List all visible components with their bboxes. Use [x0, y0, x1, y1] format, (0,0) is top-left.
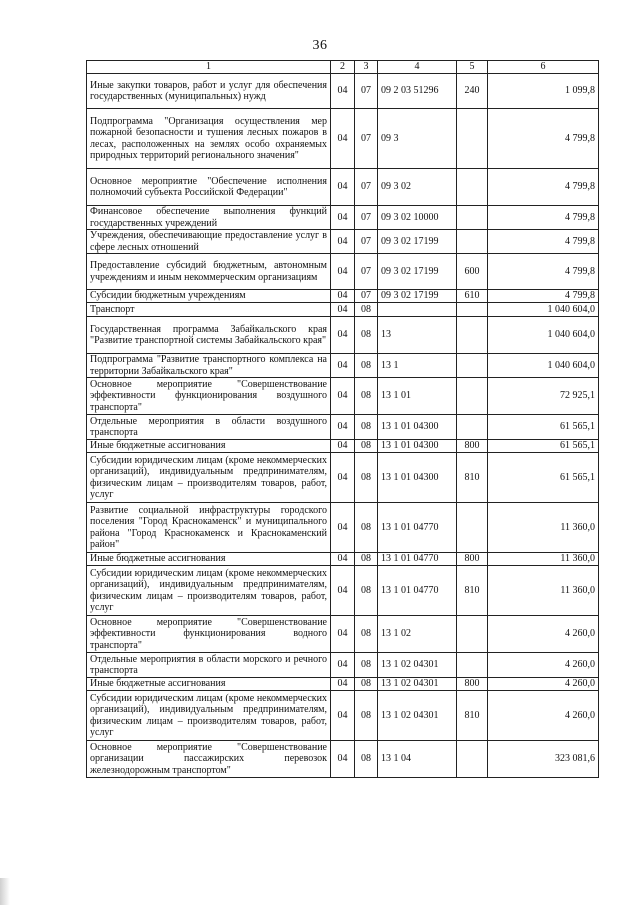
row-name: Основное мероприятие "Совершенствование организации пассажирских перевозок железнодорожным транспортом" [87, 741, 331, 778]
table-row [87, 378, 599, 415]
row-target-code: 13 1 02 04301 [378, 653, 457, 678]
row-amount: 11 360,0 [488, 553, 599, 566]
row-name: Иные закупки товаров, работ и услуг для обеспечения государственных (муниципальных) нужд [87, 74, 331, 109]
row-amount: 4 799,8 [488, 290, 599, 303]
row-name: Основное мероприятие "Совершенствование эффективности функционирования водного транспорта" [87, 616, 331, 653]
row-amount: 4 799,8 [488, 206, 599, 230]
row-expense-type: 240 [457, 74, 488, 109]
row-expense-type [457, 653, 488, 678]
row-name: Субсидии юридическим лицам (кроме некоммерческих организаций), индивидуальным предпринимателям, физическим лицам – производителям товаров, работ, услуг [87, 453, 331, 503]
row-amount: 4 260,0 [488, 616, 599, 653]
table-row [87, 206, 599, 230]
row-name: Учреждения, обеспечивающие предоставление услуг в сфере лесных отношений [87, 230, 331, 254]
row-name: Подпрограмма "Организация осуществления мер пожарной безопасности и тушения лесных пожаров в лесах, расположенных на землях особо охраняемых природных территорий регионального значения" [87, 109, 331, 169]
row-subsection: 08 [355, 691, 378, 741]
row-name: Подпрограмма "Развитие транспортного комплекса на территории Забайкальского края" [87, 354, 331, 378]
row-amount: 1 040 604,0 [488, 354, 599, 378]
row-subsection: 08 [355, 566, 378, 616]
row-target-code: 09 2 03 51296 [378, 74, 457, 109]
row-expense-type [457, 169, 488, 206]
row-section: 04 [331, 169, 355, 206]
row-target-code: 13 1 02 [378, 616, 457, 653]
row-expense-type: 810 [457, 453, 488, 503]
row-section: 04 [331, 566, 355, 616]
row-section: 04 [331, 415, 355, 440]
row-expense-type [457, 206, 488, 230]
row-amount: 61 565,1 [488, 453, 599, 503]
row-subsection: 08 [355, 653, 378, 678]
row-expense-type [457, 354, 488, 378]
row-target-code [378, 303, 457, 317]
row-subsection: 07 [355, 254, 378, 290]
row-target-code: 13 1 [378, 354, 457, 378]
row-target-code: 13 1 01 04770 [378, 503, 457, 553]
row-target-code: 13 1 01 04770 [378, 566, 457, 616]
row-target-code: 09 3 02 17199 [378, 290, 457, 303]
row-target-code: 13 1 01 [378, 378, 457, 415]
table-row [87, 741, 599, 778]
row-name: Развитие социальной инфраструктуры городского поселения "Город Краснокаменск" и муниципального района "Город Краснокаменск и Краснокаменский район" [87, 503, 331, 553]
table-row [87, 290, 599, 303]
row-name: Отдельные мероприятия в области воздушного транспорта [87, 415, 331, 440]
row-section: 04 [331, 290, 355, 303]
table-row [87, 616, 599, 653]
row-amount: 1 040 604,0 [488, 303, 599, 317]
row-subsection: 07 [355, 230, 378, 254]
row-name: Иные бюджетные ассигнования [87, 440, 331, 453]
table-row [87, 254, 599, 290]
table-row [87, 354, 599, 378]
row-amount: 4 799,8 [488, 230, 599, 254]
row-expense-type [457, 415, 488, 440]
row-target-code: 13 1 01 04300 [378, 440, 457, 453]
row-subsection: 08 [355, 616, 378, 653]
row-subsection: 07 [355, 169, 378, 206]
table-row [87, 440, 599, 453]
row-name: Отдельные мероприятия в области морского и речного транспорта [87, 653, 331, 678]
header-col-5: 5 [457, 61, 488, 74]
row-subsection: 08 [355, 503, 378, 553]
row-subsection: 08 [355, 440, 378, 453]
row-name: Государственная программа Забайкальского края "Развитие транспортной системы Забайкальского края" [87, 317, 331, 354]
row-section: 04 [331, 74, 355, 109]
row-section: 04 [331, 503, 355, 553]
row-subsection: 08 [355, 553, 378, 566]
row-section: 04 [331, 354, 355, 378]
table-row [87, 503, 599, 553]
header-col-4: 4 [378, 61, 457, 74]
row-section: 04 [331, 741, 355, 778]
table-row [87, 653, 599, 678]
row-amount: 4 260,0 [488, 653, 599, 678]
row-subsection: 08 [355, 303, 378, 317]
row-expense-type: 800 [457, 553, 488, 566]
row-target-code: 09 3 02 [378, 169, 457, 206]
table-body [87, 74, 599, 778]
row-section: 04 [331, 378, 355, 415]
row-subsection: 08 [355, 378, 378, 415]
row-name: Субсидии юридическим лицам (кроме некоммерческих организаций), индивидуальным предпринимателям, физическим лицам – производителям товаров, работ, услуг [87, 691, 331, 741]
row-section: 04 [331, 254, 355, 290]
row-expense-type: 810 [457, 691, 488, 741]
row-target-code: 13 [378, 317, 457, 354]
header-col-6: 6 [488, 61, 599, 74]
row-section: 04 [331, 616, 355, 653]
row-amount: 61 565,1 [488, 415, 599, 440]
row-expense-type [457, 616, 488, 653]
row-subsection: 07 [355, 206, 378, 230]
row-name: Транспорт [87, 303, 331, 317]
row-expense-type [457, 303, 488, 317]
row-section: 04 [331, 109, 355, 169]
row-section: 04 [331, 440, 355, 453]
row-name: Субсидии бюджетным учреждениям [87, 290, 331, 303]
table-row [87, 553, 599, 566]
row-expense-type [457, 317, 488, 354]
row-amount: 1 040 604,0 [488, 317, 599, 354]
row-subsection: 07 [355, 109, 378, 169]
header-col-1: 1 [87, 61, 331, 74]
row-target-code: 13 1 01 04300 [378, 453, 457, 503]
row-target-code: 13 1 01 04300 [378, 415, 457, 440]
row-subsection: 08 [355, 354, 378, 378]
row-name: Основное мероприятие "Совершенствование эффективности функционирования воздушного транспорта" [87, 378, 331, 415]
table-row [87, 169, 599, 206]
row-amount: 61 565,1 [488, 440, 599, 453]
row-expense-type [457, 503, 488, 553]
row-section: 04 [331, 317, 355, 354]
row-name: Иные бюджетные ассигнования [87, 678, 331, 691]
row-expense-type [457, 741, 488, 778]
row-subsection: 08 [355, 741, 378, 778]
row-section: 04 [331, 691, 355, 741]
row-name: Основное мероприятие "Обеспечение исполнения полномочий субъекта Российской Федерации" [87, 169, 331, 206]
row-amount: 323 081,6 [488, 741, 599, 778]
row-subsection: 08 [355, 453, 378, 503]
row-name: Предоставление субсидий бюджетным, автономным учреждениям и иным некоммерческим организациям [87, 254, 331, 290]
row-amount: 4 260,0 [488, 678, 599, 691]
row-section: 04 [331, 553, 355, 566]
row-expense-type [457, 230, 488, 254]
row-target-code: 09 3 [378, 109, 457, 169]
row-section: 04 [331, 303, 355, 317]
row-target-code: 13 1 04 [378, 741, 457, 778]
row-target-code: 13 1 01 04770 [378, 553, 457, 566]
row-section: 04 [331, 653, 355, 678]
page-number: 36 [312, 38, 328, 53]
row-name: Финансовое обеспечение выполнения функций государственных учреждений [87, 206, 331, 230]
row-expense-type: 810 [457, 566, 488, 616]
row-amount: 11 360,0 [488, 503, 599, 553]
table-row [87, 230, 599, 254]
row-section: 04 [331, 453, 355, 503]
row-amount: 11 360,0 [488, 566, 599, 616]
row-amount: 72 925,1 [488, 378, 599, 415]
row-target-code: 13 1 02 04301 [378, 678, 457, 691]
row-name: Иные бюджетные ассигнования [87, 553, 331, 566]
row-section: 04 [331, 230, 355, 254]
row-subsection: 08 [355, 678, 378, 691]
row-amount: 4 260,0 [488, 691, 599, 741]
row-expense-type: 800 [457, 678, 488, 691]
row-subsection: 07 [355, 290, 378, 303]
row-amount: 4 799,8 [488, 169, 599, 206]
row-subsection: 07 [355, 74, 378, 109]
header-col-2: 2 [331, 61, 355, 74]
table-row [87, 303, 599, 317]
row-expense-type: 610 [457, 290, 488, 303]
table-header-row [87, 61, 599, 74]
budget-table [86, 60, 599, 778]
table-row [87, 678, 599, 691]
table-row [87, 566, 599, 616]
row-target-code: 09 3 02 17199 [378, 230, 457, 254]
row-amount: 4 799,8 [488, 254, 599, 290]
row-name: Субсидии юридическим лицам (кроме некоммерческих организаций), индивидуальным предпринимателям, физическим лицам – производителям товаров, работ, услуг [87, 566, 331, 616]
header-col-3: 3 [355, 61, 378, 74]
row-expense-type [457, 378, 488, 415]
row-expense-type: 600 [457, 254, 488, 290]
row-amount: 1 099,8 [488, 74, 599, 109]
table-row [87, 415, 599, 440]
row-section: 04 [331, 678, 355, 691]
row-subsection: 08 [355, 415, 378, 440]
row-target-code: 13 1 02 04301 [378, 691, 457, 741]
row-subsection: 08 [355, 317, 378, 354]
table-row [87, 74, 599, 109]
row-target-code: 09 3 02 17199 [378, 254, 457, 290]
row-expense-type [457, 109, 488, 169]
row-amount: 4 799,8 [488, 109, 599, 169]
row-target-code: 09 3 02 10000 [378, 206, 457, 230]
row-expense-type: 800 [457, 440, 488, 453]
table-row [87, 453, 599, 503]
row-section: 04 [331, 206, 355, 230]
scan-shadow [0, 878, 10, 905]
table-row [87, 691, 599, 741]
table-row [87, 109, 599, 169]
table-row [87, 317, 599, 354]
